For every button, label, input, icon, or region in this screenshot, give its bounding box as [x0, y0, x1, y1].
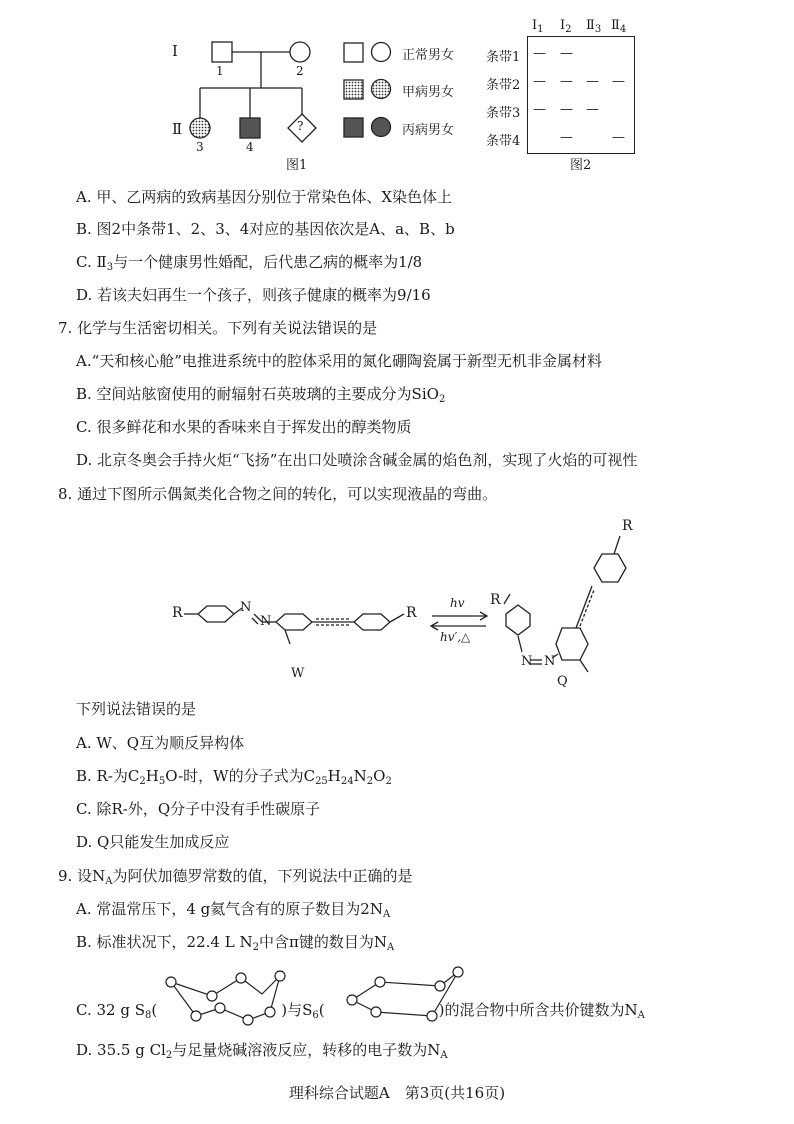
band-mark: — — [586, 74, 599, 89]
q-n-label-1: N — [521, 654, 533, 669]
column-header-2: $Ⅰ_2$ — [560, 18, 572, 35]
q-r-label-a: R — [490, 592, 501, 608]
band-mark: — — [586, 102, 599, 117]
figure-2-caption: 图2 — [570, 158, 592, 173]
legend-a-female — [372, 80, 391, 99]
q-ring-a — [506, 605, 530, 635]
band-mark: — — [612, 74, 625, 89]
q-ring-b — [556, 628, 588, 660]
band-1-label: 条带1 — [486, 50, 521, 65]
column-header-1: $Ⅰ_1$ — [532, 18, 544, 35]
label-I2: 2 — [296, 64, 304, 78]
q-n-label-2: N — [544, 654, 556, 669]
page-footer: 理科综合试题A 第3页(共16页) — [288, 1084, 506, 1102]
q8-option-d: D. Q只能发生加成反应 — [76, 833, 230, 851]
q8-reaction-scheme — [0, 510, 794, 690]
legend-normal-male — [344, 43, 363, 62]
forward-condition: hv — [450, 596, 465, 610]
q-r-label-top: R — [622, 518, 633, 534]
column-header-3: $Ⅱ_3$ — [586, 18, 602, 35]
pedigree-diagram — [0, 0, 794, 180]
q9-option-d: D. 35.5 g $Cl_2$与足量烧碱溶液反应，转移的电子数为$N_A$ — [76, 1041, 448, 1061]
individual-II3-affected-a-female — [190, 118, 210, 138]
individual-I2-normal-female — [290, 42, 310, 62]
q6-option-d: D. 若该夫妇再生一个孩子，则孩子健康的概率为9/16 — [76, 286, 431, 304]
w-n-label-1: N — [240, 600, 252, 615]
s6-ring — [352, 972, 458, 1016]
q8-sub-stem: 下列说法错误的是 — [76, 700, 197, 718]
w-n-label-2: N — [260, 614, 272, 629]
q8-option-a: A. W、Q互为顺反异构体 — [76, 734, 245, 752]
band-mark: — — [560, 102, 573, 117]
label-II4: 4 — [246, 140, 254, 154]
w-ring-2 — [276, 614, 312, 630]
band-mark: — — [560, 74, 573, 89]
q7-stem: 7. 化学与生活密切相关。下列有关说法错误的是 — [58, 319, 378, 337]
q7-option-a: A.“天和核心舱”电推进系统中的腔体采用的氮化硼陶瓷属于新型无机非金属材料 — [76, 352, 602, 370]
q-compound-label: Q — [557, 674, 568, 689]
band-mark: — — [533, 102, 546, 117]
legend-a-male — [344, 80, 363, 99]
q6-option-c: C. $Ⅱ_3$与一个健康男性婚配，后代患乙病的概率为1/8 — [76, 253, 423, 273]
column-header-4: $Ⅱ_4$ — [611, 18, 627, 35]
s8-ring — [171, 976, 280, 1020]
legend-c-label: 丙病男女 — [402, 123, 455, 138]
label-I1: 1 — [216, 64, 224, 78]
band-2-label: 条带2 — [486, 78, 521, 93]
w-ring-3 — [354, 614, 390, 630]
q6-option-a: A. 甲、乙两病的致病基因分别位于常染色体、X染色体上 — [76, 188, 453, 206]
label-II3: 3 — [196, 140, 204, 154]
q9-stem: 9. 设$N_A$为阿伏加德罗常数的值，下列说法中正确的是 — [58, 867, 413, 887]
band-4-label: 条带4 — [486, 134, 521, 149]
band-mark: — — [533, 46, 546, 61]
legend-a-label: 甲病男女 — [402, 85, 455, 100]
q7-option-d: D. 北京冬奥会手持火炬“飞扬”在出口处喷涂含碱金属的焰色剂，实现了火焰的可视性 — [76, 451, 638, 469]
band-mark: — — [560, 46, 573, 61]
q8-stem: 8. 通过下图所示偶氮类化合物之间的转化，可以实现液晶的弯曲。 — [58, 485, 498, 503]
legend-normal-female — [372, 43, 391, 62]
individual-I1-normal-male — [212, 42, 232, 62]
generation-I-label: Ⅰ — [172, 42, 178, 60]
band-mark: — — [560, 130, 573, 145]
w-r-label-left: R — [172, 605, 183, 621]
label-unknown: ? — [297, 119, 304, 133]
w-ring-1 — [198, 606, 234, 622]
legend-c-female — [372, 118, 391, 137]
q9-option-a: A. 常温常压下，4 g氦气含有的原子数目为$2N_A$ — [76, 900, 391, 920]
q7-option-c: C. 很多鲜花和水果的香味来自于挥发出的醇类物质 — [76, 418, 412, 436]
reverse-condition: hv′,△ — [440, 630, 471, 644]
q9-option-b: B. 标准状况下，22.4 L $N_2$中含π键的数目为$N_A$ — [76, 933, 395, 953]
q9-ring-structures — [0, 962, 794, 1042]
w-r-label-right: R — [406, 605, 417, 621]
band-3-label: 条带3 — [486, 106, 521, 121]
q8-option-b: B. R-为$C_2H_5O-$时，W的分子式为$C_{25}H_{24}N_2O_2$ — [76, 767, 392, 787]
band-mark: — — [612, 130, 625, 145]
band-mark: — — [533, 74, 546, 89]
figure-1-caption: 图1 — [286, 158, 308, 173]
q9-option-c: C. 32 g $S_8$( )与$S_6$( )的混合物中所含共价键数为$N_A$ — [76, 1001, 645, 1021]
individual-II4-affected-male — [240, 118, 260, 138]
generation-II-label: Ⅱ — [172, 120, 183, 138]
w-compound-label: W — [291, 666, 305, 681]
legend-c-male — [344, 118, 363, 137]
q8-option-c: C. 除R-外，Q分子中没有手性碳原子 — [76, 800, 321, 818]
legend-normal-label: 正常男女 — [402, 48, 455, 63]
q6-option-b: B. 图2中条带1、2、3、4对应的基因依次是A、a、B、b — [76, 220, 455, 238]
q7-option-b: B. 空间站舷窗使用的耐辐射石英玻璃的主要成分为SiO$_2$ — [76, 385, 446, 405]
q-ring-c — [594, 554, 626, 582]
